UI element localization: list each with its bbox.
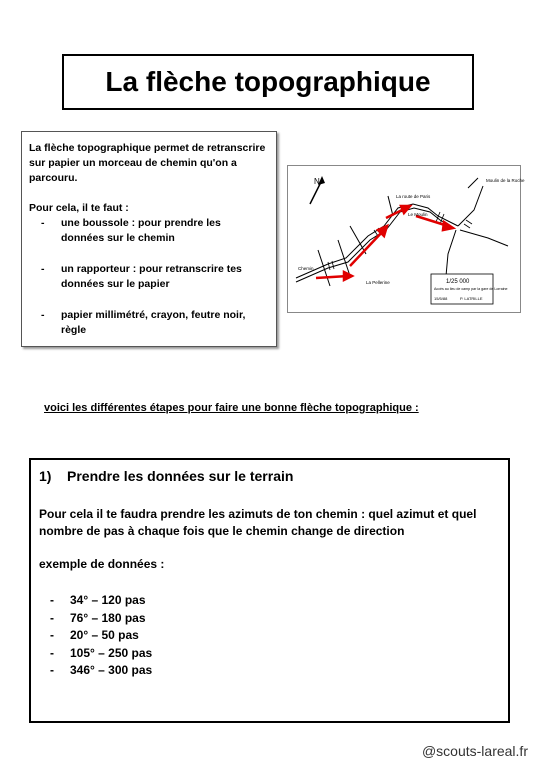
need-label: Pour cela, il te faut : xyxy=(29,202,129,214)
svg-text:Le Moulin: Le Moulin xyxy=(408,212,428,217)
list-item: - un rapporteur : pour retranscrire tes données sur le papier xyxy=(29,262,266,292)
list-item: - 346° – 300 pas xyxy=(39,662,508,680)
section-title xyxy=(39,468,508,484)
page-title xyxy=(62,54,474,110)
intro-box xyxy=(21,131,277,347)
svg-text:1/25 000: 1/25 000 xyxy=(446,279,470,285)
section-1-box xyxy=(29,458,510,723)
map-legend xyxy=(431,274,508,304)
list-item: - papier millimétré, crayon, feutre noir, règle xyxy=(29,308,266,338)
topographic-map-image xyxy=(287,165,525,313)
list-item: - 34° – 120 pas xyxy=(39,592,508,610)
north-arrow-icon xyxy=(310,176,325,204)
svg-text:La route de Paris: La route de Paris xyxy=(396,194,431,199)
svg-text:N: N xyxy=(314,177,320,186)
svg-text:La Pellerine: La Pellerine xyxy=(366,280,390,285)
svg-text:Moulin de la Roche: Moulin de la Roche xyxy=(486,178,525,183)
azimuth-data-list xyxy=(39,592,508,680)
list-item: - une boussole : pour prendre les données sur le chemin xyxy=(29,216,266,246)
map-illustration xyxy=(288,166,525,312)
list-item: - 76° – 180 pas xyxy=(39,610,508,628)
intro-paragraph: La flèche topographique permet de retranscrire sur papier un morceau de chemin qu'on a parcouru. xyxy=(29,142,266,184)
section-number: 1) xyxy=(39,468,52,484)
materials-list xyxy=(29,216,266,338)
svg-text:15/5/88: 15/5/88 xyxy=(434,296,448,301)
list-item: - 105° – 250 pas xyxy=(39,645,508,663)
section-text: Pour cela il te faudra prendre les azimuts de ton chemin : quel azimut et quel nombre de pas à chaque fois que le chemin change de direction xyxy=(39,507,477,538)
section-title-text: Prendre les données sur le terrain xyxy=(67,468,294,484)
svg-text:P. LATRILLE: P. LATRILLE xyxy=(460,296,483,301)
steps-heading: voici les différentes étapes pour faire une bonne flèche topographique : xyxy=(44,402,419,414)
footer-credit: @scouts-lareal.fr xyxy=(421,743,528,759)
list-item: - 20° – 50 pas xyxy=(39,627,508,645)
page-title-text: La flèche topographique xyxy=(105,66,431,97)
example-label: exemple de données : xyxy=(39,557,165,571)
svg-text:Chemin: Chemin xyxy=(298,266,314,271)
svg-text:Accès au lieu de camp par la g: Accès au lieu de camp par la gare de Lorraine xyxy=(434,287,508,291)
